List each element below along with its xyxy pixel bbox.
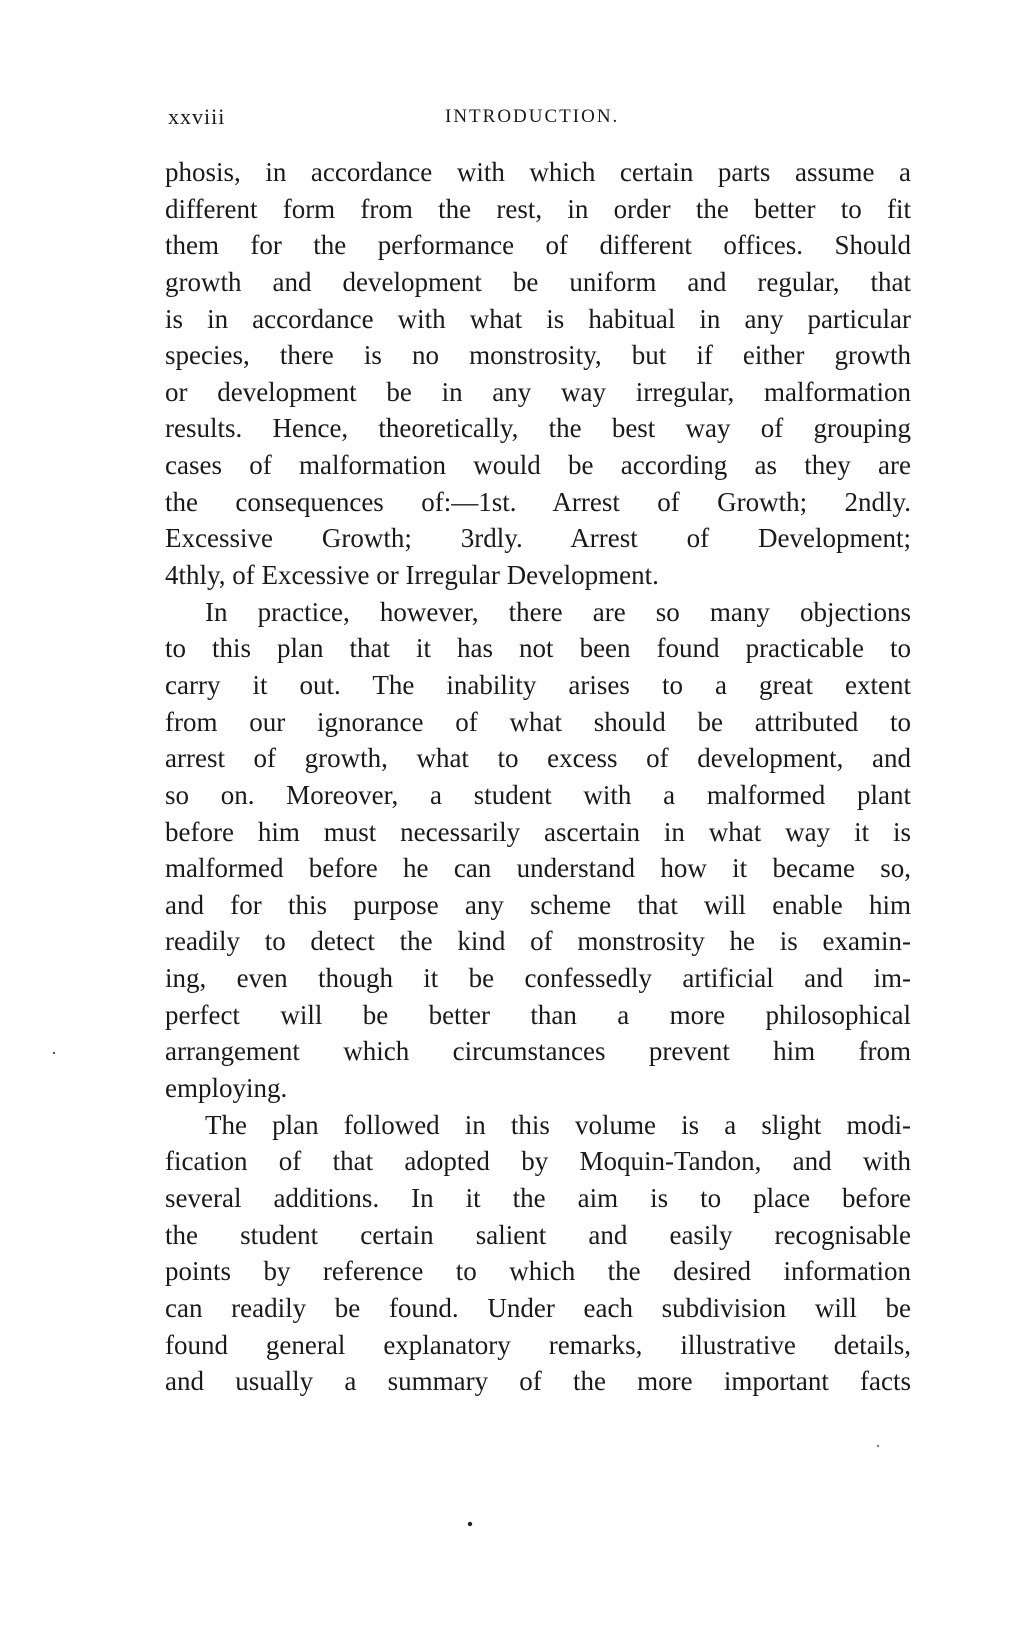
text-line: so on. Moreover, a student with a malformed plant [165,779,911,810]
text-line: fication of that adopted by Moquin-Tandon, and with [165,1146,911,1177]
text-line: from our ignorance of what should be attributed to [165,706,911,737]
text-line: 4thly, of Excessive or Irregular Development. [165,560,659,591]
text-line: and usually a summary of the more important facts [165,1366,911,1397]
text-line: different form from the rest, in order the better to fit [165,193,911,224]
text-line: In practice, however, there are so many objections [205,596,911,627]
paragraph-3 [165,1107,911,1400]
text-line: points by reference to which the desired information [165,1256,911,1287]
text-line: arrest of growth, what to excess of development, and [165,743,911,774]
text-line: Excessive Growth; 3rdly. Arrest of Development; [165,523,911,554]
paragraph-1 [165,154,911,594]
running-head [168,104,908,134]
text-line: growth and development be uniform and regular, that [165,266,911,297]
text-line: to this plan that it has not been found practicable to [165,633,911,664]
text-line: before him must necessarily ascertain in what way it is [165,816,911,847]
text-line: phosis, in accordance with which certain parts assume a [165,157,911,187]
text-line: found general explanatory remarks, illustrative details, [165,1329,911,1360]
text-line: results. Hence, theoretically, the best way of grouping [165,413,911,444]
text-line: malformed before he can understand how it became so, [165,853,911,884]
text-line: employing. [165,1073,288,1104]
page-number: xxviii [168,104,226,129]
text-line: species, there is no monstrosity, but if either growth [165,340,911,371]
text-line: readily to detect the kind of monstrosity he is examin- [165,926,911,957]
text-line: or development be in any way irregular, malformation [165,376,911,407]
text-line: and for this purpose any scheme that will enable him [165,889,911,920]
text-line: the consequences of:—1st. Arrest of Growth; 2ndly. [165,486,911,517]
text-line: can readily be found. Under each subdivision will be [165,1292,911,1323]
text-line: the student certain salient and easily recognisable [165,1219,911,1250]
text-line: arrangement which circumstances prevent him from [165,1036,911,1067]
paragraph-2 [165,594,911,1107]
text-line: cases of malformation would be according as they are [165,450,911,481]
text-line: is in accordance with what is habitual in any particular [165,303,911,334]
text-line: The plan followed in this volume is a slight modi- [205,1109,911,1140]
text-line: carry it out. The inability arises to a great extent [165,669,911,700]
text-line: perfect will be better than a more philosophical [165,999,911,1030]
speck-mark [53,1052,55,1054]
body-text [165,154,911,1400]
text-line: them for the performance of different offices. Should [165,230,911,261]
speck-mark [877,1445,879,1447]
speck-mark [468,1522,472,1526]
running-title: INTRODUCTION. [445,106,620,127]
text-line: ing, even though it be confessedly artificial and im- [165,963,911,994]
text-line: several additions. In it the aim is to place before [165,1182,911,1213]
